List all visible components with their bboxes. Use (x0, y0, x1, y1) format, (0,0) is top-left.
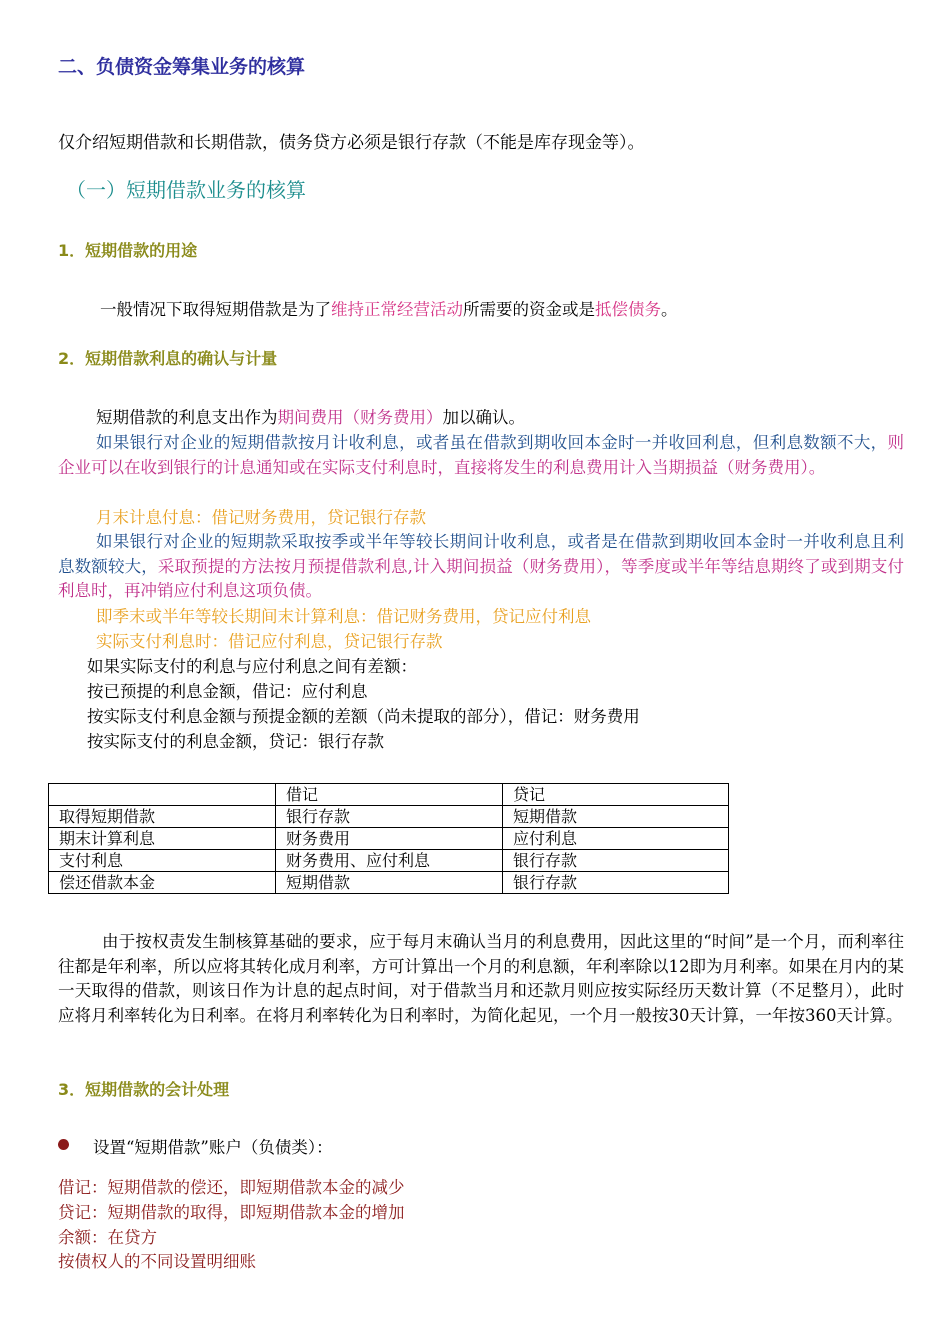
quarter-end-entry-line: 即季末或半年等较长期间末计算利息：借记财务费用，贷记应付利息 (96, 607, 591, 626)
highlight-text: 期间费用（财务费用） (277, 408, 443, 427)
text-run: 短期借款的利息支出作为 (96, 408, 278, 427)
highlight-text: 维持正常经营活动 (331, 300, 463, 319)
monthly-interest-paragraph (58, 431, 904, 480)
account-setup-line: 设置“短期借款”账户（负债类）： (93, 1138, 333, 1157)
journal-entry-table (48, 783, 729, 894)
text-run: 如果银行对企业的短期借款按月计收利息，或者虽在借款到期收回本金时一并收回利息，但利息数额不大， (96, 433, 888, 452)
table-row (49, 872, 729, 894)
highlight-text: 采取预提的方法按月预提借款利息,计入期间损益（财务费用），等季度或半年等结息期终了或到期支付利息时，再冲销应付利息这项负债。 (58, 556, 905, 600)
text-run: 一般情况下取得短期借款是为了 (100, 300, 331, 319)
text-run: 。 (661, 300, 678, 319)
account-balance-line: 余额：在贷方 (58, 1228, 157, 1247)
difference-line-1: 如果实际支付的利息与应付利息之间有差额： (87, 657, 417, 676)
page-title: 二、负债资金筹集业务的核算 (58, 56, 306, 78)
table-cell: 短期借款 (503, 806, 729, 828)
monthly-entry-line: 月末计息付息：借记财务费用，贷记银行存款 (96, 508, 426, 527)
section-3-title: 3．短期借款的会计处理 (58, 1080, 230, 1099)
table-cell: 支付利息 (49, 850, 276, 872)
table-cell: 应付利息 (503, 828, 729, 850)
accrual-paragraph (58, 530, 904, 604)
table-cell: 银行存款 (276, 806, 503, 828)
table-row (49, 828, 729, 850)
bullet-icon (58, 1139, 69, 1150)
text-run: 加以确认。 (442, 408, 525, 427)
table-cell: 短期借款 (276, 872, 503, 894)
subsection-heading: （一）短期借款业务的核算 (66, 178, 306, 202)
table-cell: 贷记 (503, 784, 729, 806)
table-cell: 财务费用 (276, 828, 503, 850)
section-2-title: 2．短期借款利息的确认与计量 (58, 349, 278, 368)
difference-line-2: 按已预提的利息金额，借记：应付利息 (87, 682, 368, 701)
interest-period-paragraph: 由于按权责发生制核算基础的要求，应于每月末确认当月的利息费用，因此这里的“时间”是一个月，而利率往往都是年利率，所以应将其转化成月利率，方可计算出一个月的利息额，年利率除以12即为月利率。如果在月内的某一天取得的借款，则该日作为计息的起点时间，对于借款当月和还款月则应按实际经历天数计算（不足整月），此时应将月利率转化为日利率。在将月利率转化为日利率时，为简化起见，一个月一般按30天计算，一年按360天计算。 (58, 932, 904, 1025)
interest-recognition-line (96, 406, 525, 431)
payment-entry-line: 实际支付利息时：借记应付利息，贷记银行存款 (96, 632, 443, 651)
section-1-paragraph (100, 298, 678, 323)
table-header-row (49, 784, 729, 806)
account-debit-line: 借记：短期借款的偿还，即短期借款本金的减少 (58, 1178, 405, 1197)
table-cell: 财务费用、应付利息 (276, 850, 503, 872)
difference-line-4: 按实际支付的利息金额，贷记：银行存款 (87, 732, 384, 751)
table-cell: 偿还借款本金 (49, 872, 276, 894)
table-cell: 期末计算利息 (49, 828, 276, 850)
highlight-text: 则企业可以在收到银行的计息通知或在实际支付利息时，直接将发生的利息费用计入当期损益（财务费用）。 (58, 433, 904, 477)
difference-line-3: 按实际支付利息金额与预提金额的差额（尚未提取的部分），借记：财务费用 (87, 707, 640, 726)
text-run: 如果银行对企业的短期款采取按季或半年等较长期间计收利息，或者是在借款到期收回本金时一并收利息且利息数额较大， (58, 532, 904, 576)
table-cell: 银行存款 (503, 850, 729, 872)
account-detail-line: 按债权人的不同设置明细账 (58, 1252, 256, 1271)
table-row (49, 806, 729, 828)
highlight-text: 抵偿债务 (595, 300, 661, 319)
account-credit-line: 贷记：短期借款的取得，即短期借款本金的增加 (58, 1203, 405, 1222)
table-cell: 取得短期借款 (49, 806, 276, 828)
table-cell: 借记 (276, 784, 503, 806)
section-1-title: 1．短期借款的用途 (58, 241, 198, 260)
text-run: 所需要的资金或是 (463, 300, 595, 319)
intro-paragraph: 仅介绍短期借款和长期借款，债务贷方必须是银行存款（不能是库存现金等）。 (58, 133, 645, 153)
table-row (49, 850, 729, 872)
table-cell: 银行存款 (503, 872, 729, 894)
table-cell (49, 784, 276, 806)
